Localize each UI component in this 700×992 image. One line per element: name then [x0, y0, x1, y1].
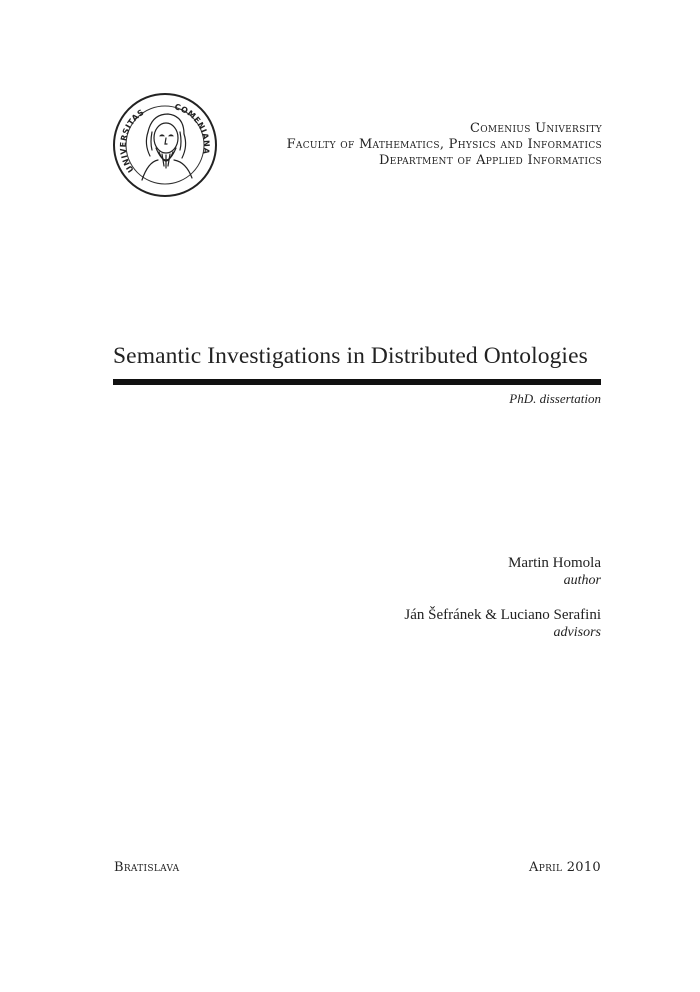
university-name: Comenius University [469, 121, 602, 136]
footer-date: April 2010 [529, 860, 601, 875]
footer-place: Bratislava [114, 860, 180, 875]
department-name: Department of Applied Informatics [379, 153, 602, 168]
advisor-names: Ján Šefránek & Luciano Serafini [404, 607, 601, 623]
institution-block [287, 121, 602, 169]
title-rule [113, 379, 601, 385]
svg-text:UNIVERSITAS: UNIVERSITAS [118, 107, 146, 175]
svg-text:COMENIANA: COMENIANA [173, 102, 212, 156]
author-name: Martin Homola [508, 555, 601, 571]
advisors-block [404, 607, 601, 641]
faculty-name: Faculty of Mathematics, Physics and Informatics [286, 137, 602, 152]
dissertation-title: Semantic Investigations in Distributed Ontologies [113, 343, 588, 369]
document-type: PhD. dissertation [509, 391, 601, 406]
author-role: author [563, 573, 601, 588]
university-seal-logo [112, 92, 218, 198]
advisors-role: advisors [553, 625, 601, 640]
author-block [508, 555, 601, 589]
